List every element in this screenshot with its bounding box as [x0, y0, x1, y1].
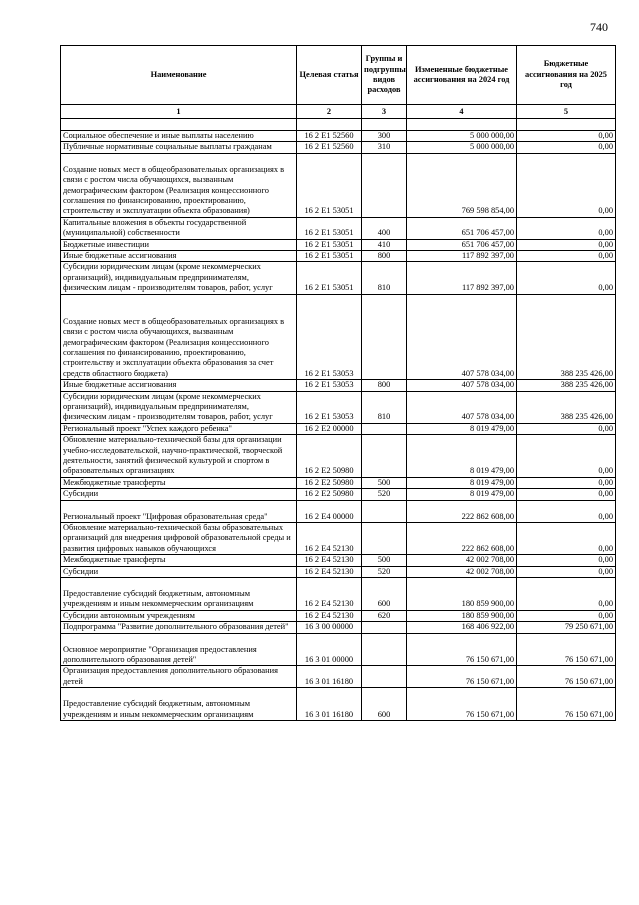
row-value-2024: 8 019 479,00	[407, 477, 517, 488]
row-article: 16 2 E1 53051	[297, 251, 362, 262]
row-value-2024: 8 019 479,00	[407, 435, 517, 478]
row-article: 16 3 01 16180	[297, 666, 362, 688]
row-group	[362, 622, 407, 633]
header-num-3: 3	[362, 105, 407, 119]
row-value-2024: 651 706 457,00	[407, 217, 517, 239]
row-name: Иные бюджетные ассигнования	[61, 251, 297, 262]
row-value-2025: 0,00	[517, 489, 616, 500]
row-group: 300	[362, 131, 407, 142]
table-row	[61, 217, 616, 239]
table-body	[61, 119, 616, 721]
table-row	[61, 262, 616, 294]
row-group: 310	[362, 142, 407, 153]
row-name: Субсидии автономным учреждениям	[61, 610, 297, 621]
row-value-2024: 180 859 900,00	[407, 610, 517, 621]
row-article: 16 2 E4 52130	[297, 578, 362, 611]
row-article: 16 2 E4 00000	[297, 500, 362, 522]
row-value-2025: 0,00	[517, 566, 616, 577]
row-name: Субсидии	[61, 566, 297, 577]
row-article: 16 2 E2 50980	[297, 435, 362, 478]
row-value-2024: 222 862 608,00	[407, 500, 517, 522]
row-name: Региональный проект "Цифровая образовательная среда"	[61, 500, 297, 522]
row-name: Подпрограмма "Развитие дополнительного образования детей"	[61, 622, 297, 633]
table-row	[61, 423, 616, 434]
row-value-2024: 42 002 708,00	[407, 566, 517, 577]
row-value-2024: 117 892 397,00	[407, 251, 517, 262]
row-group	[362, 523, 407, 555]
row-value-2025: 0,00	[517, 239, 616, 250]
row-value-2024: 8 019 479,00	[407, 489, 517, 500]
row-name: Межбюджетные трансферты	[61, 477, 297, 488]
page-number: 740	[590, 20, 608, 34]
row-value-2025: 388 235 426,00	[517, 294, 616, 379]
row-group	[362, 423, 407, 434]
header-num-1: 1	[61, 105, 297, 119]
row-value-2024: 407 578 034,00	[407, 380, 517, 391]
table-row	[61, 435, 616, 478]
row-name: Иные бюджетные ассигнования	[61, 380, 297, 391]
table-row	[61, 251, 616, 262]
table-row	[61, 153, 616, 217]
row-article: 16 2 E1 52560	[297, 142, 362, 153]
row-value-2024: 5 000 000,00	[407, 131, 517, 142]
row-name: Создание новых мест в общеобразовательных организациях в связи с ростом числа обучающихся, вызванным демографическим фактором (Реализация концессионного соглашения по финансированию, проектированию, строительству и эксплуатации объекта образования)	[61, 153, 297, 217]
row-name: Региональный проект "Успех каждого ребенка"	[61, 423, 297, 434]
row-group	[362, 666, 407, 688]
header-name: Наименование	[61, 46, 297, 105]
row-group: 410	[362, 239, 407, 250]
row-value-2025: 0,00	[517, 153, 616, 217]
row-group: 800	[362, 380, 407, 391]
header-group: Группы и подгруппы видов расходов	[362, 46, 407, 105]
row-value-2025: 0,00	[517, 500, 616, 522]
row-group	[362, 500, 407, 522]
row-article: 16 2 E1 52560	[297, 131, 362, 142]
row-article: 16 2 E1 53051	[297, 217, 362, 239]
row-value-2025: 79 250 671,00	[517, 622, 616, 633]
row-value-2024: 769 598 854,00	[407, 153, 517, 217]
row-value-2024: 42 002 708,00	[407, 555, 517, 566]
row-name: Бюджетные инвестиции	[61, 239, 297, 250]
row-article: 16 2 E1 53053	[297, 380, 362, 391]
row-value-2025: 0,00	[517, 217, 616, 239]
row-value-2024: 651 706 457,00	[407, 239, 517, 250]
row-value-2025: 76 150 671,00	[517, 666, 616, 688]
row-article: 16 2 E4 52130	[297, 555, 362, 566]
row-value-2025: 0,00	[517, 523, 616, 555]
row-group: 500	[362, 477, 407, 488]
row-name: Организация предоставления дополнительного образования детей	[61, 666, 297, 688]
row-value-2024: 5 000 000,00	[407, 142, 517, 153]
row-value-2024: 407 578 034,00	[407, 391, 517, 423]
table-row	[61, 666, 616, 688]
row-value-2025: 76 150 671,00	[517, 688, 616, 721]
row-article: 16 2 E4 52130	[297, 566, 362, 577]
row-value-2025: 0,00	[517, 251, 616, 262]
table-row	[61, 489, 616, 500]
row-name: Субсидии юридическим лицам (кроме некоммерческих организаций), индивидуальным предпринимателям, физическим лицам - производителям товаров, работ, услуг	[61, 391, 297, 423]
row-value-2024: 222 862 608,00	[407, 523, 517, 555]
row-article: 16 2 E1 53053	[297, 391, 362, 423]
table-row	[61, 500, 616, 522]
header-num-4: 4	[407, 105, 517, 119]
row-article: 16 3 01 00000	[297, 633, 362, 666]
row-group: 810	[362, 391, 407, 423]
table-row	[61, 633, 616, 666]
row-name: Субсидии юридическим лицам (кроме некоммерческих организаций), индивидуальным предпринимателям, физическим лицам - производителям товаров, работ, услуг	[61, 262, 297, 294]
row-group: 400	[362, 217, 407, 239]
row-article: 16 2 E4 52130	[297, 610, 362, 621]
table-row	[61, 622, 616, 633]
row-article: 16 2 E2 50980	[297, 489, 362, 500]
table-row	[61, 391, 616, 423]
table-row	[61, 610, 616, 621]
table-row	[61, 578, 616, 611]
table-row	[61, 380, 616, 391]
row-value-2024: 407 578 034,00	[407, 294, 517, 379]
row-value-2024: 76 150 671,00	[407, 688, 517, 721]
row-value-2025: 0,00	[517, 578, 616, 611]
table-row	[61, 142, 616, 153]
row-name: Создание новых мест в общеобразовательных организациях в связи с ростом числа обучающихся, вызванным демографическим фактором (Реализация концессионного соглашения по финансированию, проектированию, строительству и эксплуатации объекта образования за счет средств областного бюджета)	[61, 294, 297, 379]
row-article: 16 3 00 00000	[297, 622, 362, 633]
row-value-2024: 168 406 922,00	[407, 622, 517, 633]
row-group	[362, 294, 407, 379]
table-row	[61, 566, 616, 577]
row-name: Публичные нормативные социальные выплаты гражданам	[61, 142, 297, 153]
row-article: 16 2 E4 52130	[297, 523, 362, 555]
row-name: Обновление материально-технической базы для организации учебно-исследовательской, научно-практической, творческой деятельности, занятий физической культурой и спортом в образовательных организациях	[61, 435, 297, 478]
row-value-2024: 117 892 397,00	[407, 262, 517, 294]
row-value-2025: 76 150 671,00	[517, 633, 616, 666]
table-row	[61, 294, 616, 379]
row-value-2024: 8 019 479,00	[407, 423, 517, 434]
row-article: 16 2 E1 53053	[297, 294, 362, 379]
row-value-2025: 0,00	[517, 610, 616, 621]
row-article: 16 2 E2 00000	[297, 423, 362, 434]
table-row	[61, 131, 616, 142]
row-value-2025: 0,00	[517, 131, 616, 142]
header-2024: Измененные бюджетные ассигнования на 2024 год	[407, 46, 517, 105]
row-value-2025: 0,00	[517, 435, 616, 478]
row-article: 16 2 E1 53051	[297, 262, 362, 294]
row-value-2024: 180 859 900,00	[407, 578, 517, 611]
row-group	[362, 435, 407, 478]
row-value-2025: 0,00	[517, 142, 616, 153]
row-value-2024: 76 150 671,00	[407, 633, 517, 666]
row-group: 810	[362, 262, 407, 294]
table-row	[61, 688, 616, 721]
budget-table	[60, 45, 616, 721]
row-group: 600	[362, 688, 407, 721]
row-name: Предоставление субсидий бюджетным, автономным учреждениям и иным некоммерческим организациям	[61, 578, 297, 611]
row-value-2025: 0,00	[517, 555, 616, 566]
row-value-2025: 0,00	[517, 423, 616, 434]
header-number-row	[61, 105, 616, 119]
row-article: 16 2 E2 50980	[297, 477, 362, 488]
header-num-2: 2	[297, 105, 362, 119]
row-name: Межбюджетные трансферты	[61, 555, 297, 566]
row-name: Основное мероприятие "Организация предоставления дополнительного образования детей"	[61, 633, 297, 666]
row-group: 620	[362, 610, 407, 621]
row-group	[362, 153, 407, 217]
row-value-2025: 388 235 426,00	[517, 391, 616, 423]
table-row	[61, 523, 616, 555]
row-group: 600	[362, 578, 407, 611]
table-row	[61, 239, 616, 250]
row-group: 800	[362, 251, 407, 262]
row-value-2025: 388 235 426,00	[517, 380, 616, 391]
row-name: Социальное обеспечение и иные выплаты населению	[61, 131, 297, 142]
row-article: 16 2 E1 53051	[297, 153, 362, 217]
row-group: 520	[362, 566, 407, 577]
table-row	[61, 477, 616, 488]
row-group: 520	[362, 489, 407, 500]
row-value-2024: 76 150 671,00	[407, 666, 517, 688]
row-name: Предоставление субсидий бюджетным, автономным учреждениям и иным некоммерческим организациям	[61, 688, 297, 721]
header-num-5: 5	[517, 105, 616, 119]
table-row	[61, 555, 616, 566]
row-name: Субсидии	[61, 489, 297, 500]
spacer-row	[61, 119, 616, 131]
header-row	[61, 46, 616, 105]
row-group: 500	[362, 555, 407, 566]
header-article: Целевая статья	[297, 46, 362, 105]
row-name: Обновление материально-технической базы образовательных организаций для внедрения цифровой образовательной среды и развития цифровых навыков обучающихся	[61, 523, 297, 555]
row-name: Капитальные вложения в объекты государственной (муниципальной) собственности	[61, 217, 297, 239]
header-2025: Бюджетные ассигнования на 2025 год	[517, 46, 616, 105]
row-article: 16 2 E1 53051	[297, 239, 362, 250]
row-value-2025: 0,00	[517, 262, 616, 294]
row-group	[362, 633, 407, 666]
row-article: 16 3 01 16180	[297, 688, 362, 721]
row-value-2025: 0,00	[517, 477, 616, 488]
